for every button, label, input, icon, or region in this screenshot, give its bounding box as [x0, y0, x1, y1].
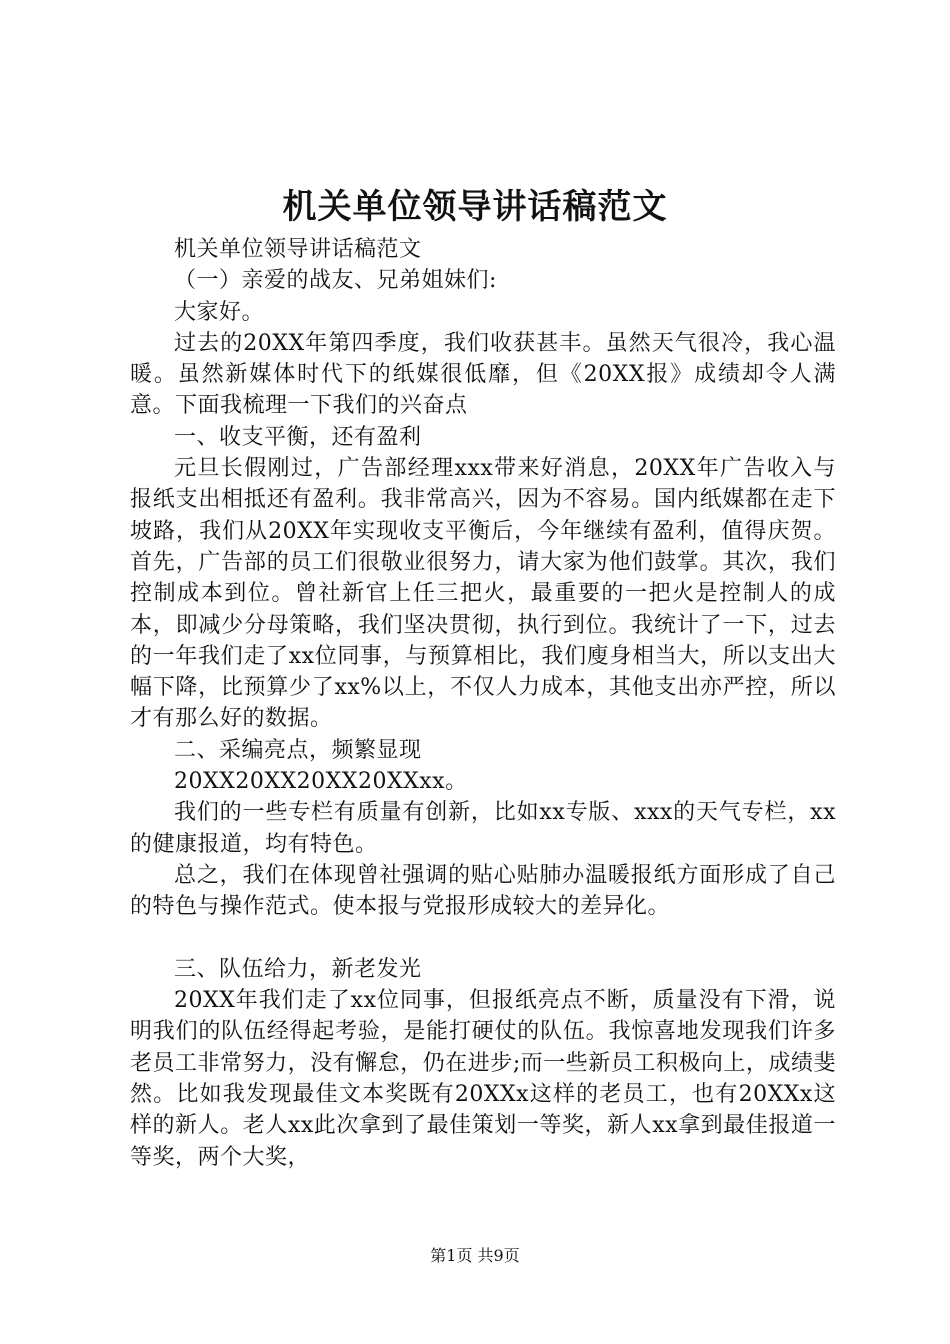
paragraph-section-3: 20XX年我们走了xx位同事，但报纸亮点不断，质量没有下滑，说明我们的队伍经得起考验，是能打硬仗的队伍。我惊喜地发现我们许多老员工非常努力，没有懈怠，仍在进步;而一些新员工积极向上，成绩斐然。比如我发现最佳文本奖既有20XXx这样的老员工，也有20XXx这样的新人。老人xx此次拿到了最佳策划一等奖，新人xx拿到最佳报道一等奖，两个大奖，	[130, 988, 836, 1170]
paragraph-salutation: （一）亲爱的战友、兄弟姐妹们:	[174, 268, 497, 294]
paragraph-greeting: 大家好。	[174, 299, 265, 325]
paragraph-section-2b: 我们的一些专栏有质量有创新，比如xx专版、xxx的天气专栏，xx的健康报道，均有特色。	[130, 800, 836, 857]
paragraph-section-1: 元旦长假刚过，广告部经理xxx带来好消息，20XX年广告收入与报纸支出相抵还有盈利。我非常高兴，因为不容易。国内纸媒都在走下坡路，我们从20XX年实现收支平衡后，今年继续有盈利，值得庆贺。首先，广告部的员工们很敬业很努力，请大家为他们鼓掌。其次，我们控制成本到位。曾社新官上任三把火，最重要的一把火是控制人的成本，即减少分母策略，我们坚决贯彻，执行到位。我统计了一下，过去的一年我们走了xx位同事，与预算相比，我们廋身相当大，所以支出大幅下降，比预算少了xx%以上，不仅人力成本，其他支出亦严控，所以才有那么好的数据。	[130, 456, 836, 732]
paragraph-subtitle: 机关单位领导讲话稿范文	[174, 237, 422, 262]
paragraph-section-2a: 20XX20XX20XX20XXxx。	[174, 769, 468, 795]
document-title: 机关单位领导讲话稿范文	[282, 187, 668, 227]
paragraph-section-2c: 总之，我们在体现曾社强调的贴心贴肺办温暖报纸方面形成了自己的特色与操作范式。使本报与党报形成较大的差异化。	[130, 862, 836, 920]
section-heading-1: 一、收支平衡，还有盈利	[174, 424, 422, 450]
blank-line	[130, 923, 836, 954]
section-heading-2: 二、采编亮点，频繁显现	[174, 737, 422, 763]
section-heading-3: 三、队伍给力，新老发光	[174, 956, 422, 982]
paragraph-intro: 过去的20XX年第四季度，我们收获甚丰。虽然天气很冷，我心温暖。虽然新媒体时代下的纸媒很低靡，但《20XX报》成绩却令人满意。下面我梳理一下我们的兴奋点	[130, 330, 836, 419]
document-body	[130, 234, 836, 1173]
page-number-footer: 第1页 共9页	[430, 1246, 520, 1265]
